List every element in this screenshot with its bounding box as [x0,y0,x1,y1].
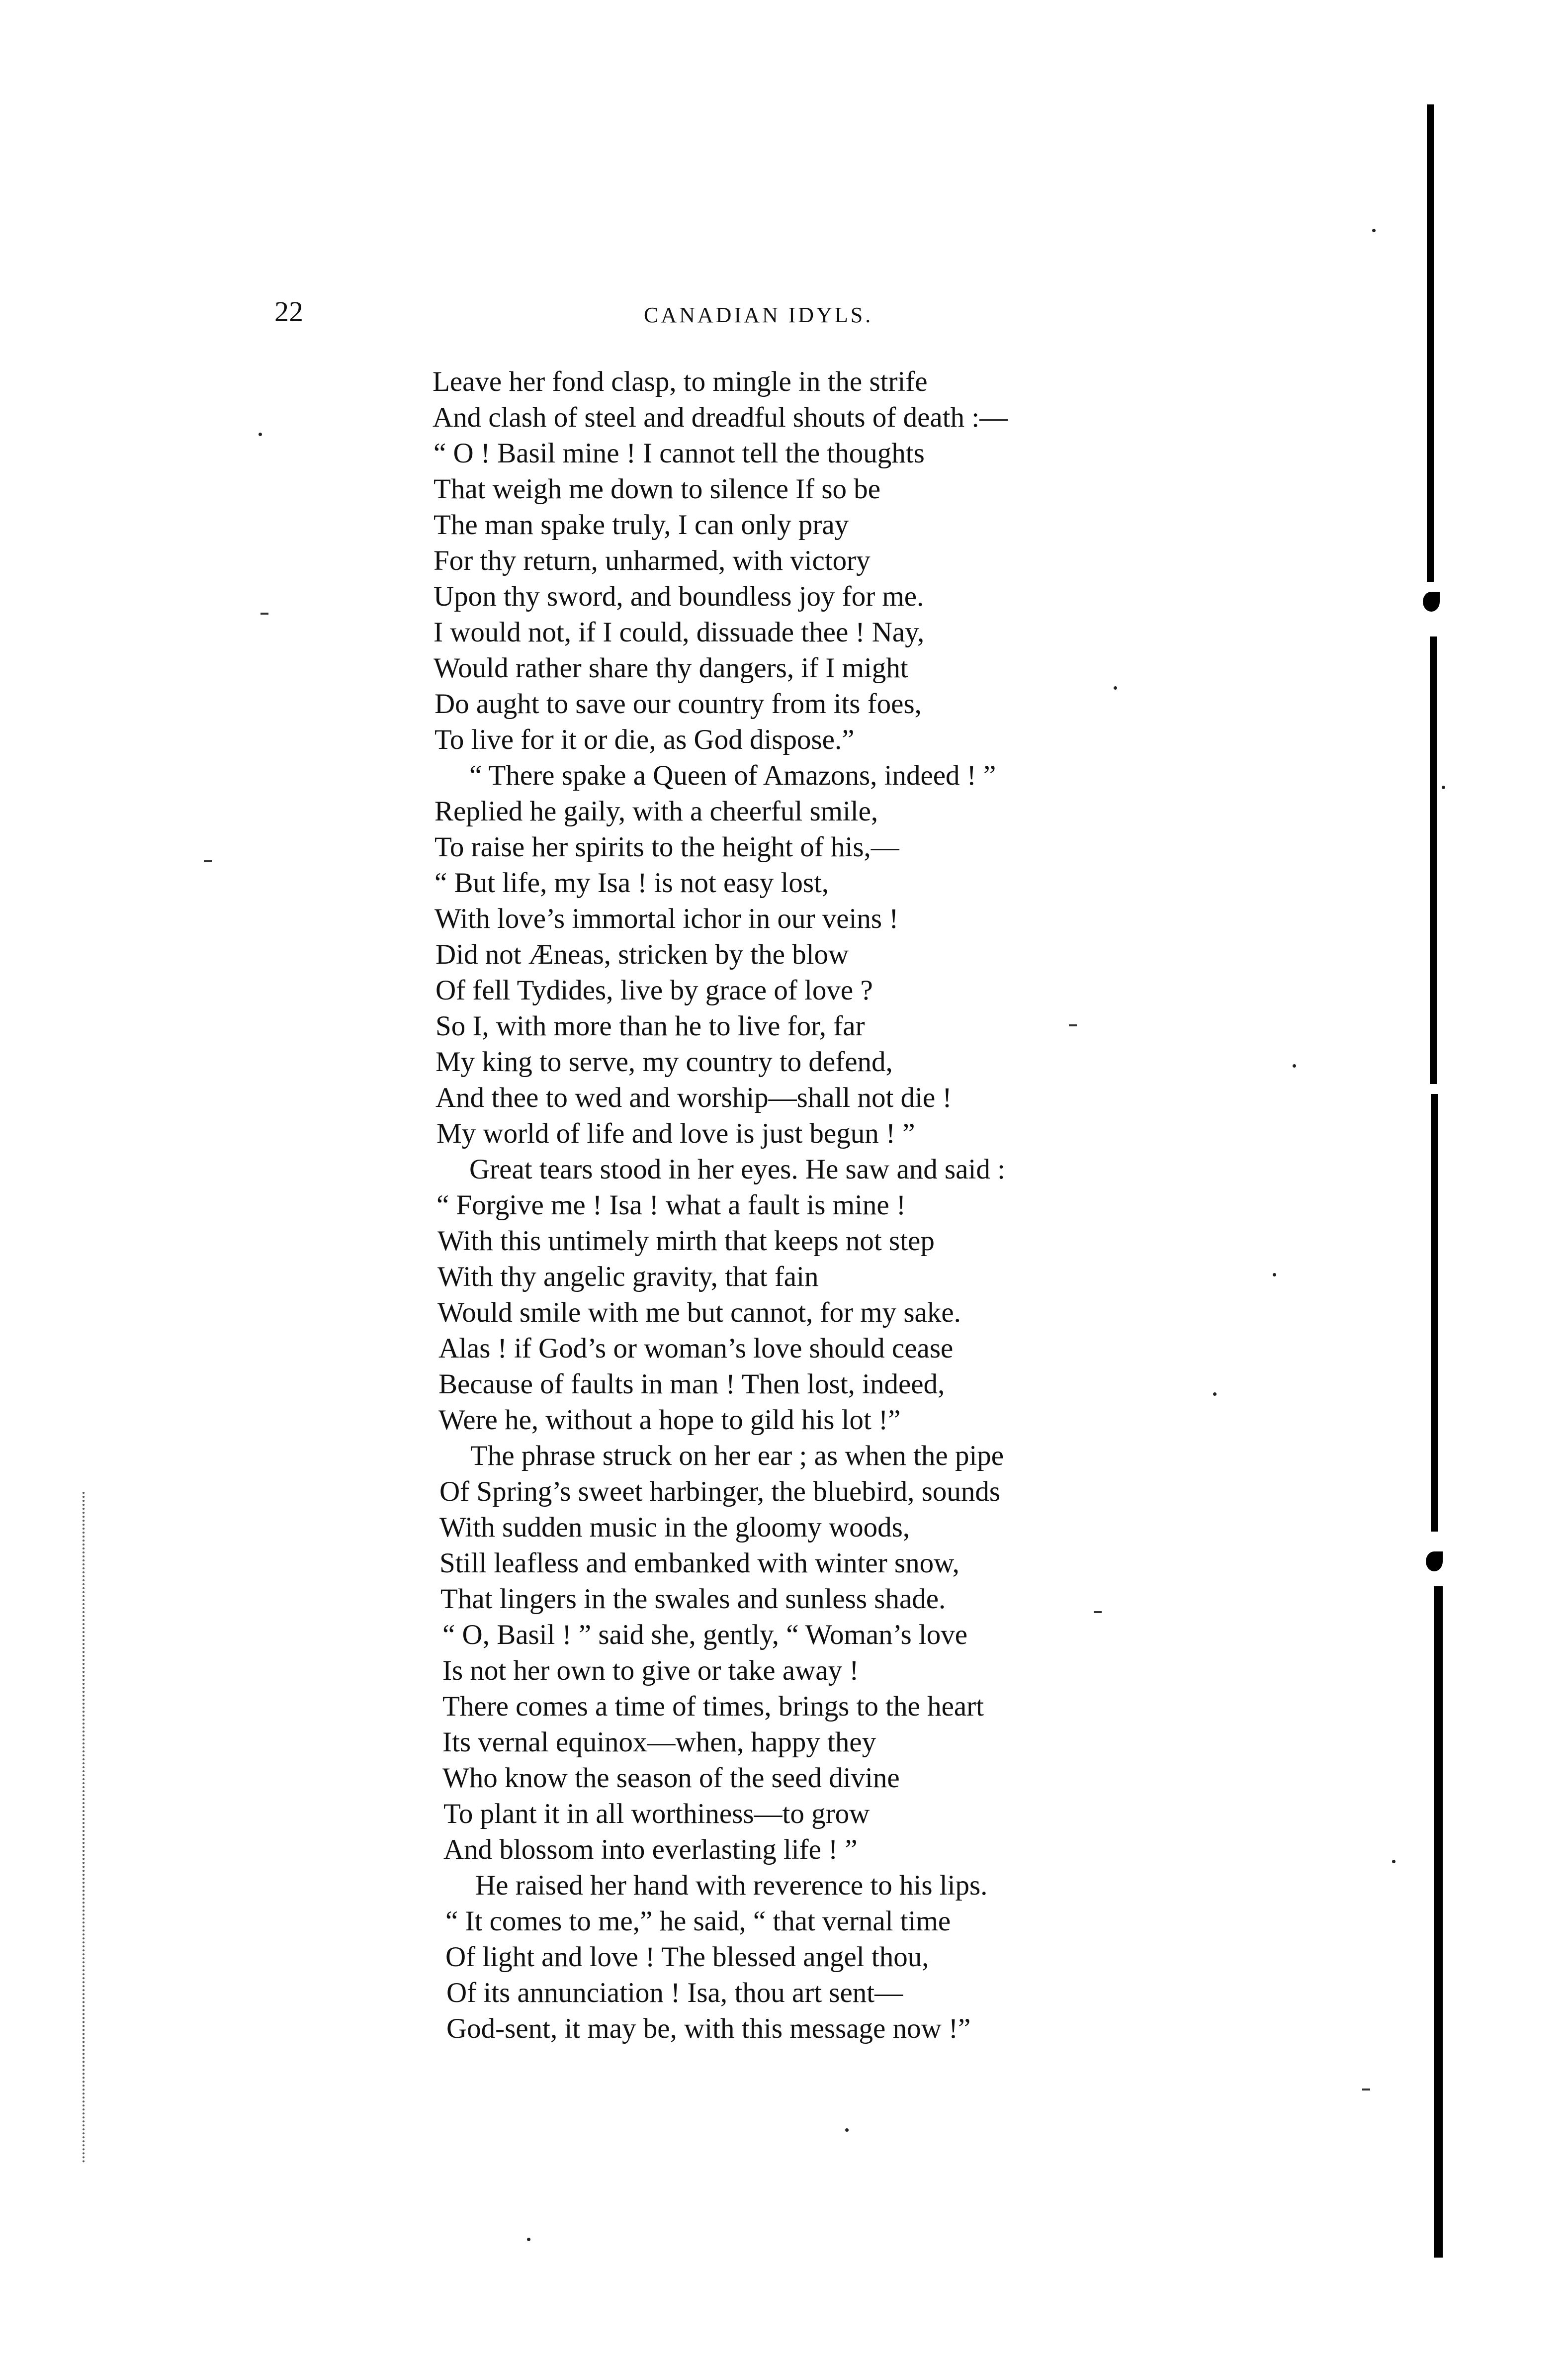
poem-line: With thy angelic gravity, that fain [437,1261,819,1292]
poem-line: For thy return, unharmed, with victory [434,545,871,576]
poem-line: Leave her fond clasp, to mingle in the strife [433,366,928,397]
poem-line: Replied he gaily, with a cheerful smile, [435,796,878,827]
binding-edge-mark [1426,1551,1443,1571]
poem-line: Did not Æneas, stricken by the blow [436,939,849,970]
scan-speck [1392,1860,1395,1863]
poem-line: My world of life and love is just begun ! ” [436,1118,915,1149]
scan-speck [1442,786,1445,789]
binding-edge-bar [1430,636,1437,1084]
scan-speck [1114,686,1117,690]
poem-line: There comes a time of times, brings to the heart [442,1691,984,1722]
scan-speck [1362,2089,1370,2090]
poem-line: “ But life, my Isa ! is not easy lost, [435,867,829,899]
poem-line: With this untimely mirth that keeps not step [437,1225,935,1257]
poem-line: To plant it in all worthiness—to grow [443,1798,870,1829]
poem-line: Alas ! if God’s or woman’s love should cease [438,1333,954,1364]
scan-dotted-rule [83,1492,85,2163]
poem-line: “ There spake a Queen of Amazons, indeed ! ” [469,760,996,791]
poem-line: Were he, without a hope to gild his lot !” [438,1404,901,1436]
poem-line: My king to serve, my country to defend, [436,1046,893,1078]
binding-edge-bar [1427,104,1434,582]
binding-edge-bar [1434,1586,1443,2258]
poem-line: Is not her own to give or take away ! [442,1655,859,1686]
poem-line: Its vernal equinox—when, happy they [442,1726,876,1758]
poem-line: “ It comes to me,” he said, “ that vernal time [445,1906,951,1937]
scan-speck [1094,1611,1102,1613]
scan-speck [261,613,268,615]
poem-line: To live for it or die, as God dispose.” [435,724,855,755]
scan-speck [204,860,212,862]
poem-line: Of fell Tydides, live by grace of love ? [436,975,873,1006]
poem-line: Of its annunciation ! Isa, thou art sent— [446,1977,903,2008]
scan-speck [1372,229,1376,232]
poem-line: To raise her spirits to the height of his,— [435,831,899,863]
poem-line: Upon thy sword, and boundless joy for me. [434,581,924,612]
scan-speck [259,433,262,436]
poem-line: With sudden music in the gloomy woods, [439,1512,910,1543]
scan-speck [527,2238,530,2241]
poem-line: Would rather share thy dangers, if I might [434,652,908,684]
poem-line: God-sent, it may be, with this message now !” [446,2013,971,2044]
poem-line: Still leafless and embanked with winter snow, [439,1547,959,1579]
poem-line: The man spake truly, I can only pray [434,509,849,541]
poem-line: He raised her hand with reverence to his lips. [475,1870,988,1901]
poem-line: With love’s immortal ichor in our veins ! [435,903,899,934]
binding-edge-mark [1423,592,1440,612]
scan-speck [1213,1392,1217,1396]
poem-line: So I, with more than he to live for, far [436,1010,865,1042]
scan-speck [1273,1273,1276,1276]
poem-line: “ Forgive me ! Isa ! what a fault is mine ! [436,1189,906,1221]
poem-line: Do aught to save our country from its foes, [435,688,922,720]
scan-speck [845,2128,849,2132]
poem-line: The phrase struck on her ear ; as when the pipe [470,1440,1004,1471]
scan-speck [1069,1024,1077,1026]
binding-edge-bar [1431,1094,1438,1532]
poem-line: “ O ! Basil mine ! I cannot tell the thoughts [434,438,925,469]
running-head: CANADIAN IDYLS. [644,303,873,327]
scan-speck [1293,1064,1296,1068]
poem-line: And thee to wed and worship—shall not die ! [436,1082,952,1113]
poem-line: That lingers in the swales and sunless shade. [440,1583,946,1615]
poem-line: Who know the season of the seed divine [442,1762,900,1794]
poem-line: And clash of steel and dreadful shouts of death :— [433,402,1008,433]
poem-line: I would not, if I could, dissuade thee ! Nay, [434,617,925,648]
poem-line: Would smile with me but cannot, for my sake. [437,1297,961,1328]
poem-line: “ O, Basil ! ” said she, gently, “ Woman’s love [442,1619,968,1650]
page-number: 22 [274,295,303,328]
poem-line: Of Spring’s sweet harbinger, the bluebird, sounds [439,1476,1001,1507]
poem-line: And blossom into everlasting life ! ” [443,1834,858,1865]
poem-line: Great tears stood in her eyes. He saw and said : [469,1154,1005,1185]
poem-line: That weigh me down to silence If so be [434,473,881,505]
poem-line: Of light and love ! The blessed angel thou, [445,1941,929,1973]
poem-line: Because of faults in man ! Then lost, indeed, [438,1368,945,1400]
